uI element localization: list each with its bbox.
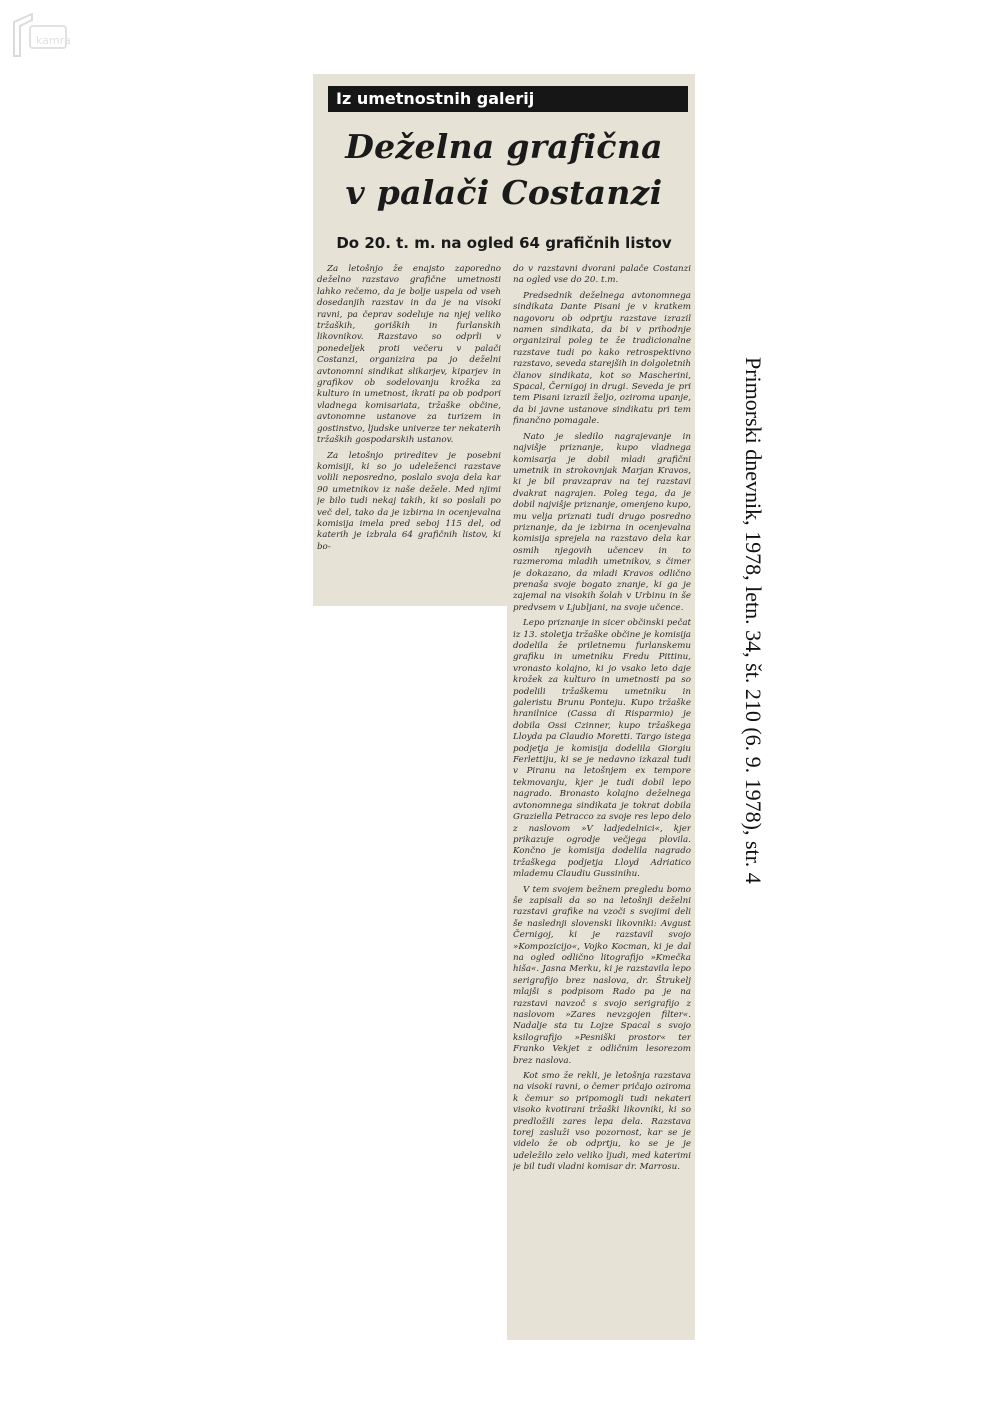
paragraph: V tem svojem bežnem pregledu bomo še zapisali da so na letošnji deželni razstavi grafike na vzoči s svojimi deli še naslednji slovenski likovniki: Avgust Černigoj, ki je razstavil svojo »Kompozicijo«, Vojko Kocman, ki je dal na ogled odlično litografijo »Kmečka hiša«. Jasna Merku, ki je razstavila lepo serigrafijo brez naslova, dr. Štrukelj mlajši s podpisom Rado pa je na razstavi navzoč s svojo serigrafijo z naslovom »Zares nevzgojen filter«. Nadalje sta tu Lojze Spacal s svojo ksilografijo »Pesniški prostor« ter Franko Vekjet z odličnim lesorezom brez naslova. [513, 884, 691, 1066]
paragraph: Lepo priznanje in sicer občinski pečat iz 13. stoletja tržaške občine je komisija dodelila že priletnemu furlanskemu grafiku in umetniku Fredu Pittinu, vronasto kolajno, ki jo vsako leto daje krožek za kulturo in umetnosti pa so podelili tržaškemu umetniku in galeristu Brunu Ponteju. Kupo tržaške hranilnice (Cassa di Risparmio) je dobila Ossi Czinner, kupo tržaškega Lloyda pa Claudio Moretti. Targo istega podjetja je komisija dodelila Giorgiu Ferlettiju, ki se je nedavno izkazal tudi v Piranu na letošnjem ex tempore tekmovanju, kjer je tudi dobil lepo nagrado. Bronasto kolajno deželnega avtonomnega sindikata je tokrat dobila Graziella Petracco za svoje res lepo delo z naslovom »V ladjedelnici«, kjer prikazuje ogrodje večjega plovila. Končno je komisija dodelila nagrado tržaškega podjetja Lloyd Adriatico mlademu Claudiu Gussinihu. [513, 618, 691, 880]
paragraph: Predsednik deželnega avtonomnega sindikata Dante Pisani je v kratkem nagovoru ob odprtju razstave izrazil namen sindikata, da bi v prihodnje organiziral poleg te že tradicionalne razstave tudi po kako retrospektivno razstavo, seveda starejših in dolgoletnih članov sindikata, kot so Mascherini, Spacal, Černigoj in drugi. Seveda je pri tem Pisani izrazil željo, oziroma upanje, da bi javne ustanove sindikatu pri tem finančno pomagale. [513, 290, 691, 427]
svg-text:kamra: kamra [36, 34, 71, 47]
paragraph: Za letošnjo že enajsto zaporedno deželno razstavo grafične umetnosti lahko rečemo, da je bolje uspela od vseh dosedanjih razstav in da je na visoki ravni, pa čeprav sodeluje na njej veliko tržaških, goriških in furlanskih likovnikov. Razstavo so odprli v ponedeljek proti večeru v palači Costanzi, organizira pa jo deželni avtonomni sindikat slikarjev, kiparjev in grafikov ob sodelovanju krožka za kulturo in umetnost, ikrati pa ob podpori vladnega komisariata, tržaške občine, avtonomne ustanove za turizem in gostinstvo, ljudske univerze ter nekaterih tržaških gospodarskih ustanov. [317, 264, 501, 446]
paragraph: Nato je sledilo nagrajevanje in najvišje priznanje, kupo vladnega komisarja je dobil mladi grafični umetnik in strokovnjak Marjan Kravos, ki je bil pravzaprav na tej razstavi dvakrat nagrajen. Poleg tega, da je dobil najvišje priznanje, omenjeno kupo, mu velja priznati tudi drugo posredno priznanje, da je izbirna in ocenjevalna komisija sprejela na razstavo dela kar osmih njegovih učencev in to razmeroma mladih umetnikov, s čimer je dokazano, da mladi Kravos odlično prenaša svoje bogato znanje, ki ga je zajemal na visokih šolah v Urbinu in še predvsem v Ljubljani, na svoje učence. [513, 431, 691, 613]
article-column-left [317, 264, 501, 601]
headline-line-2: v palači Costanzi [345, 173, 663, 212]
headline-line-1: Deželna grafična [345, 127, 663, 166]
article-column-right [513, 264, 691, 1334]
paragraph: do v razstavni dvorani palače Costanzi na ogled vse do 20. t.m. [513, 264, 691, 286]
source-caption: Primorski dnevnik, 1978, letn. 34, št. 210 (6. 9. 1978), str. 4 [741, 357, 766, 884]
logo-watermark [10, 12, 110, 60]
section-kicker: Iz umetnostnih galerij [328, 86, 688, 112]
paragraph: Za letošnjo prireditev je posebni komisiji, ki so jo udeleženci razstave volili neposredno, poslalo svoja dela kar 90 umetnikov iz naše dežele. Med njimi je bilo tudi nekaj takih, ki so poslali po več del, tako da je izbirna in ocenjevalna komisija imela pred seboj 115 del, od katerih je izbrala 64 grafičnih listov, ki bo- [317, 450, 501, 552]
article-subheadline: Do 20. t. m. na ogled 64 grafičnih listov [336, 234, 672, 252]
paragraph: Kot smo že rekli, je letošnja razstava na visoki ravni, o čemer pričajo oziroma k čemur so pripomogli tudi nekateri visoko kvotirani tržaški likovniki, ki so predložili zares lepa dela. Razstava torej zasluži vso pozornost, kar se je videlo že ob odprtju, ko se je je udeležilo zelo veliko ljudi, med katerimi je bil tudi vladni komisar dr. Marrosu. [513, 1071, 691, 1173]
article-headline [313, 124, 695, 216]
newspaper-clipping [313, 74, 695, 1340]
